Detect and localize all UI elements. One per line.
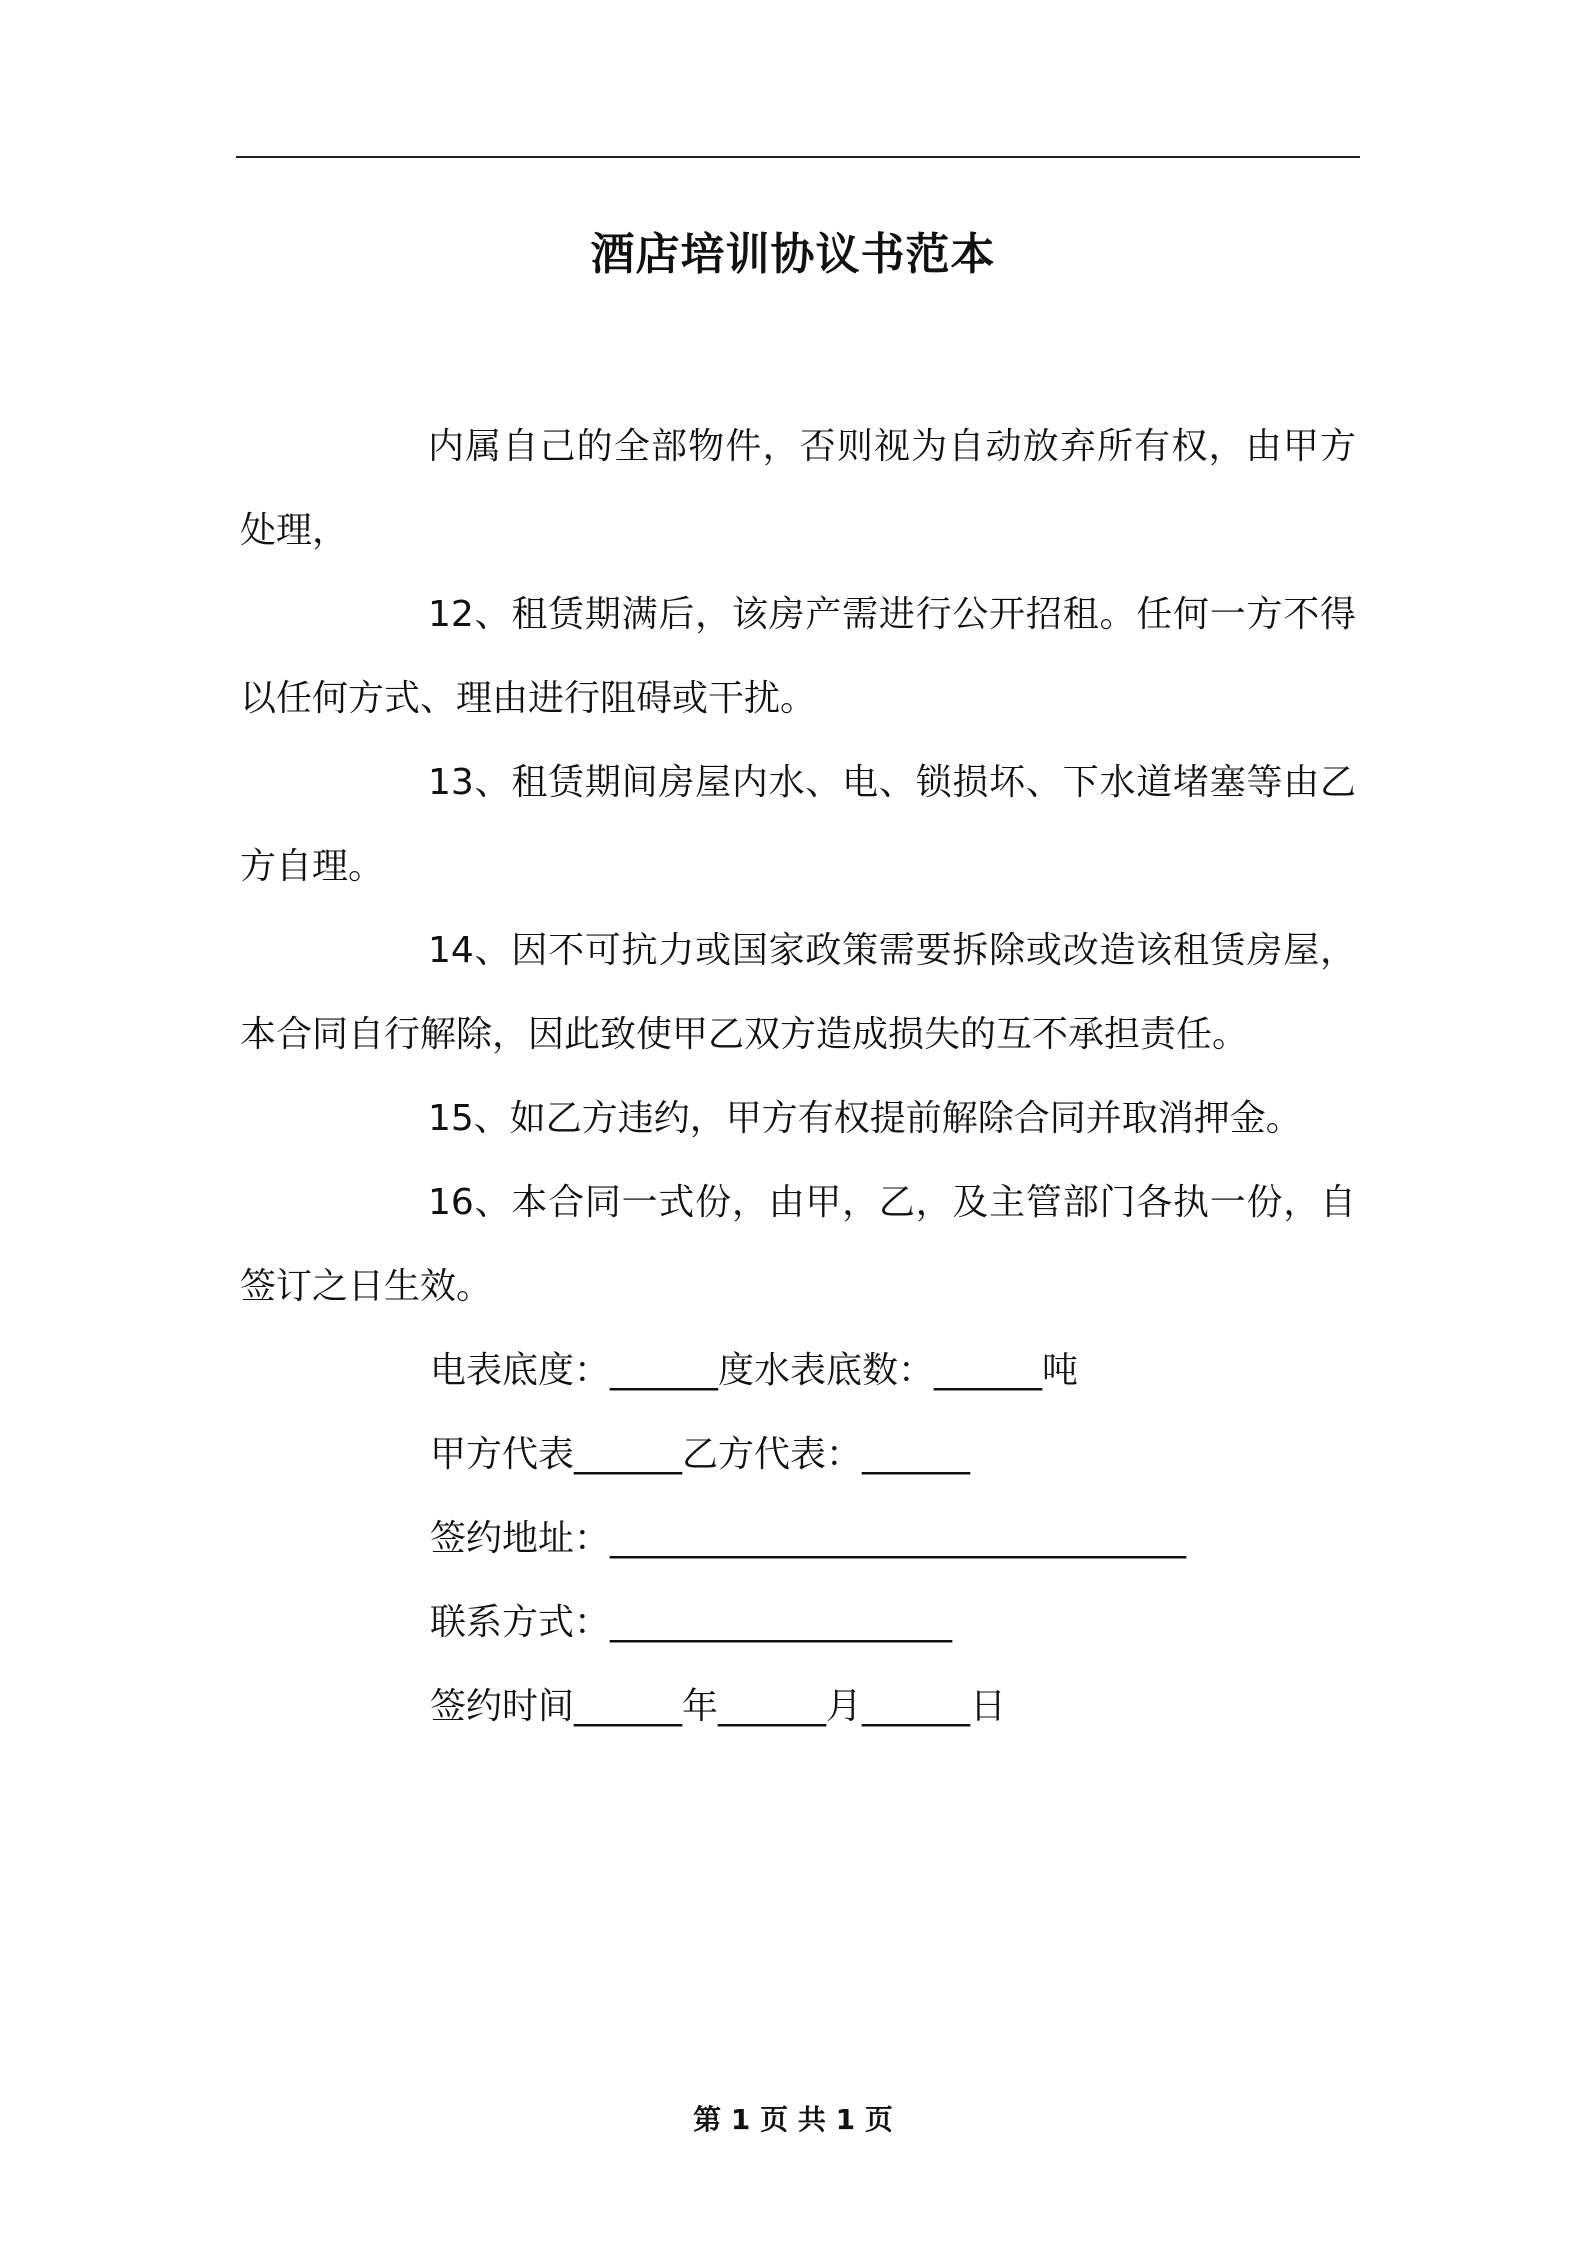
- clause-12: 12、租赁期满后，该房产需进行公开招租。任何一方不得以任何方式、理由进行阻碍或干扰。: [240, 594, 1356, 719]
- clause-13: 13、租赁期间房屋内水、电、锁损坏、下水道堵塞等由乙方自理。: [240, 762, 1356, 887]
- document-body: [240, 405, 1356, 1749]
- header-rule: [236, 156, 1360, 158]
- paragraph-continuation: 内属自己的全部物件，否则视为自动放弃所有权，由甲方处理，: [240, 426, 1356, 551]
- signing-address-field: 签约地址：________________________________: [430, 1518, 1187, 1559]
- contact-field: 联系方式：___________________: [430, 1602, 953, 1643]
- clause-16: 16、本合同一式份，由甲，乙，及主管部门各执一份，自签订之日生效。: [240, 1182, 1356, 1307]
- representatives-field: 甲方代表______乙方代表：______: [430, 1434, 971, 1475]
- page-number: 第 1 页 共 1 页: [693, 2103, 893, 2136]
- clause-14: 14、因不可抗力或国家政策需要拆除或改造该租赁房屋，本合同自行解除，因此致使甲乙双方造成损失的互不承担责任。: [240, 930, 1356, 1055]
- meter-readings-field: 电表底度：______度水表底数：______吨: [430, 1350, 1079, 1391]
- clause-15: 15、如乙方违约，甲方有权提前解除合同并取消押金。: [428, 1098, 1302, 1139]
- signing-date-field: 签约时间______年______月______日: [430, 1686, 1007, 1727]
- document-title: 酒店培训协议书范本: [590, 229, 996, 280]
